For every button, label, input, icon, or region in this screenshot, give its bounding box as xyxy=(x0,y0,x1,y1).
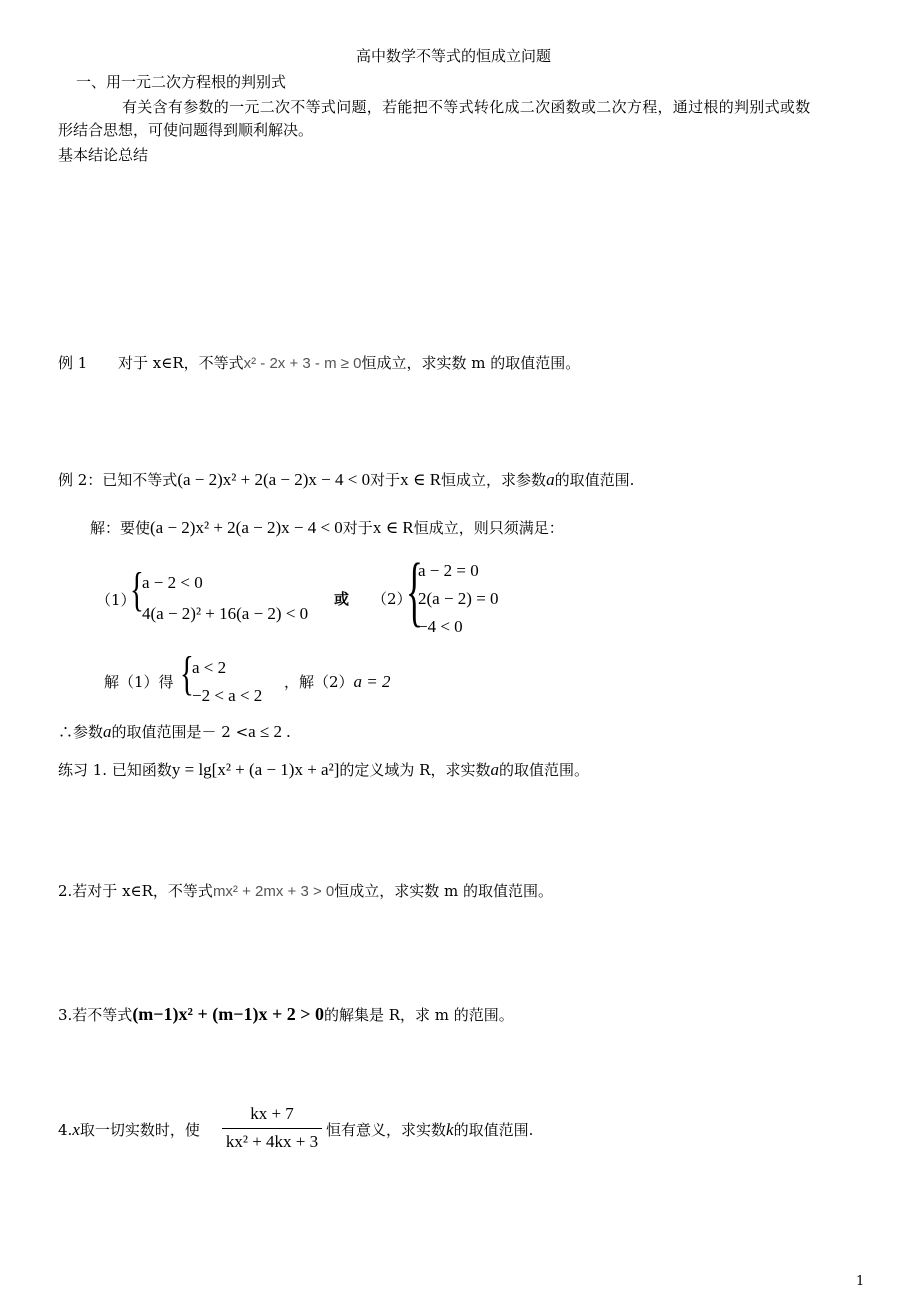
example-2-tail: 的取值范围. xyxy=(554,471,635,489)
practice-1-post: 的定义域为 R，求实数 xyxy=(339,761,491,779)
page-number: 1 xyxy=(856,1274,865,1289)
solution-post: 恒成立，则只须满足： xyxy=(413,519,564,537)
case-2-line-3: −4 < 0 xyxy=(418,617,463,636)
example-2-text xyxy=(58,470,634,490)
intro-line-2: 形结合思想，可使问题得到顺利解决。 xyxy=(58,121,314,139)
practice-4-pre: 4. xyxy=(58,1121,73,1139)
case-1-brace: { xyxy=(130,563,144,616)
conclusion-var: a xyxy=(103,722,112,741)
practice-1-var: a xyxy=(490,760,499,779)
example-1-pre: 对于 x∈R，不等式 xyxy=(118,354,244,372)
practice-4-tail-text xyxy=(326,1120,533,1140)
conclusion-pre: ∴参数 xyxy=(58,723,104,741)
practice-3-pre: 3.若不等式 xyxy=(58,1006,133,1024)
result-mid-text: ，解（2） xyxy=(284,673,354,691)
result-pre: 解（1）得 xyxy=(104,673,174,691)
conclusion-tail: a ≤ 2 . xyxy=(248,722,291,741)
example-2-post: 恒成立，求参数 xyxy=(441,471,547,489)
conclusion xyxy=(58,722,291,742)
case-1-line-2: 4(a − 2)² + 16(a − 2) < 0 xyxy=(142,604,309,623)
practice-4-text xyxy=(58,1120,200,1140)
result-1-line-2: −2 < a < 2 xyxy=(192,686,263,705)
practice-2-pre: 2.若对于 x∈R，不等式 xyxy=(58,882,213,900)
solution-mid: 对于 xyxy=(342,519,373,537)
practice-1-formula: y = lg[x² + (a − 1)x + a²] xyxy=(171,760,340,779)
practice-3-post: 的解集是 R，求 m 的范围。 xyxy=(323,1006,514,1024)
case-2-brace: { xyxy=(406,547,423,634)
case-2-line-2: 2(a − 2) = 0 xyxy=(418,589,499,608)
case-2-line-1: a − 2 = 0 xyxy=(418,561,479,580)
example-1-label: 例 1 xyxy=(58,354,88,372)
or-label: 或 xyxy=(334,590,350,608)
practice-2-post: 恒成立，求实数 m 的取值范围。 xyxy=(334,882,553,900)
practice-4-fraction-bar xyxy=(222,1128,322,1129)
solution-formula: (a − 2)x² + 2(a − 2)x − 4 < 0 xyxy=(150,518,343,537)
example-1-text xyxy=(118,353,580,374)
result-brace: { xyxy=(180,647,194,700)
practice-3 xyxy=(58,1004,514,1025)
practice-2 xyxy=(58,881,553,902)
example-2-pre: 例 2：已知不等式 xyxy=(58,471,178,489)
practice-4-var: x xyxy=(72,1120,80,1139)
case-2-label: （2） xyxy=(372,590,412,608)
result-1-line-1: a < 2 xyxy=(192,658,227,677)
practice-1-pre: 练习 1. 已知函数 xyxy=(58,761,172,779)
section-heading: 一、用一元二次方程根的判别式 xyxy=(76,73,287,91)
solution-intro xyxy=(90,518,564,538)
result-2: a = 2 xyxy=(353,672,391,691)
practice-4-post: 恒有意义，求实数 xyxy=(326,1121,447,1139)
practice-4-denominator: kx² + 4kx + 3 xyxy=(225,1132,319,1151)
practice-3-formula: (m−1)x² + (m−1)x + 2 > 0 xyxy=(132,1004,324,1024)
example-2-formula: (a − 2)x² + 2(a − 2)x − 4 < 0 xyxy=(177,470,371,489)
practice-2-formula: mx² + 2mx + 3 > 0 xyxy=(212,883,335,900)
conclusion-mid: 的取值范围是－ 2 < xyxy=(111,723,249,741)
example-2-mid: 对于 xyxy=(370,471,401,489)
practice-4-var2: k xyxy=(446,1120,454,1139)
example-2-var: a xyxy=(546,470,555,489)
practice-4-mid: 取一切实数时，使 xyxy=(79,1121,200,1139)
page-title: 高中数学不等式的恒成立问题 xyxy=(356,47,552,65)
practice-4-tail: 的取值范围. xyxy=(453,1121,534,1139)
summary-heading: 基本结论总结 xyxy=(58,146,149,164)
practice-1 xyxy=(58,760,589,780)
solution-cond: x ∈ R xyxy=(372,518,414,537)
intro-line-1: 有关含有参数的一元二次不等式问题，若能把不等式转化成二次函数或二次方程，通过根的判别式或数 xyxy=(122,98,811,116)
practice-1-tail: 的取值范围。 xyxy=(498,761,589,779)
example-1-post: 恒成立，求实数 m 的取值范围。 xyxy=(361,354,581,372)
solution-pre: 解：要使 xyxy=(90,519,151,537)
result-mid xyxy=(284,672,391,692)
practice-4-numerator: kx + 7 xyxy=(250,1104,294,1123)
practice-4-fraction xyxy=(222,1104,322,1152)
case-1-label: （1） xyxy=(96,591,136,609)
case-1-line-1: a − 2 < 0 xyxy=(142,573,203,592)
example-1-formula: x² - 2x + 3 - m ≥ 0 xyxy=(243,355,362,372)
example-2-cond: x ∈ R xyxy=(400,470,442,489)
